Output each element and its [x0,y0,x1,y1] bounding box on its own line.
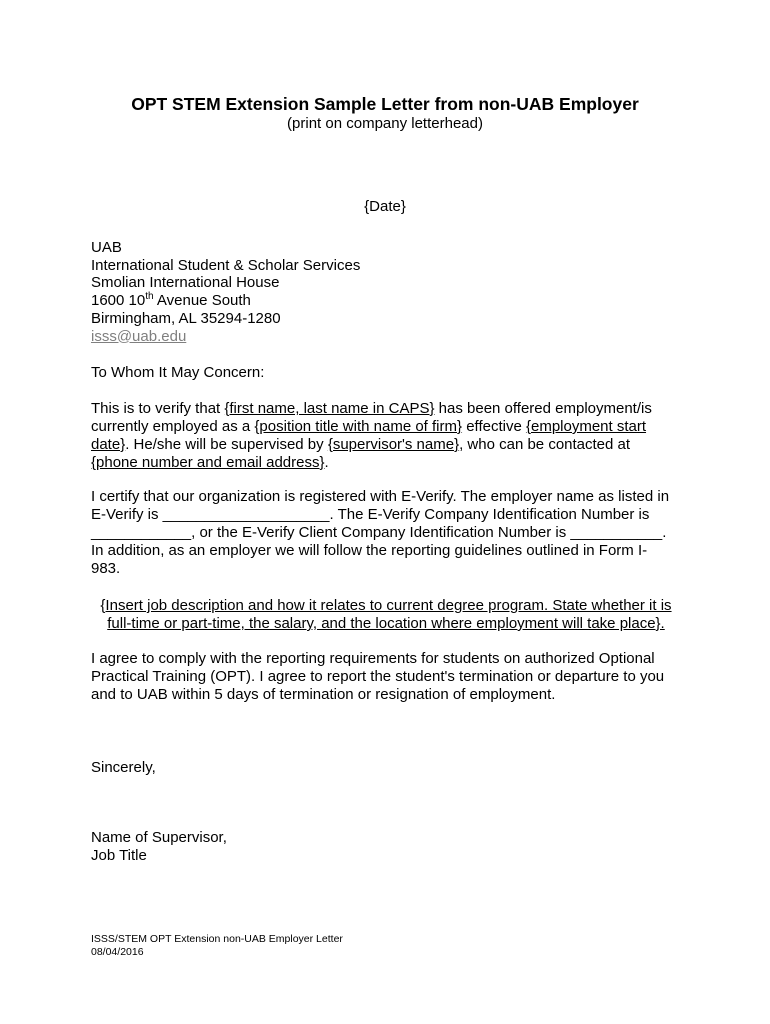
placeholder-supervisor: {supervisor's name} [327,436,460,453]
address-street: 1600 10th Avenue South [91,291,251,310]
signature-block [91,829,691,865]
footer-doc-name: ISSS/STEM OPT Extension non-UAB Employer Letter [91,933,343,945]
paragraph-everify: I certify that our organization is registered with E-Verify. The employer name as listed in E-Verify is ____________________. The E-Verify Company Identification Number is ____________, or the E-Verify Client Company Identification Number is ___________. In addition, as an employer we will follow the reporting guidelines outlined in Form I- 983. [91,488,670,577]
supervisor-name: Name of Supervisor, [91,829,227,846]
supervisor-title: Job Title [91,847,147,864]
placeholder-start-date: {employment start [525,418,647,435]
address-dept: International Student & Scholar Services [91,256,361,274]
paragraph-verification: This is to verify that {first name, last name in CAPS} has been offered employment/is currently employed as a {position title with name of firm} effective {employment start date}. He/she will be supervised by {supervisor's name}, who can be contacted at {phone number and email address}. [91,400,652,471]
placeholder-contact: {phone number and email address} [91,454,325,471]
address-building: Smolian International House [91,274,280,292]
date-placeholder: {Date} [364,198,406,215]
email-link[interactable]: isss@uab.edu [91,327,187,345]
closing: Sincerely, [91,759,156,776]
recipient-address [91,239,691,345]
placeholder-student-name: {first name, last name in CAPS} [224,400,435,417]
salutation: To Whom It May Concern: [91,364,265,381]
page-title: OPT STEM Extension Sample Letter from non-UAB Employer [131,94,639,114]
paragraph-job-description: {Insert job description and how it relates to current degree program. State whether it is full-time or part-time, the salary, and the location where employment will take place}. [100,597,672,632]
page-subtitle: (print on company letterhead) [287,115,483,132]
address-org: UAB [91,239,122,256]
address-city: Birmingham, AL 35294-1280 [91,309,281,327]
paragraph-agreement: I agree to comply with the reporting requirements for students on authorized Optional Practical Training (OPT). I agree to report the student's termination or departure to you and to UAB within 5 days of termination or resignation of employment. [91,650,665,703]
footer [91,933,343,959]
footer-date: 08/04/2016 [91,946,144,958]
placeholder-position: {position title with name of firm} [254,418,463,435]
